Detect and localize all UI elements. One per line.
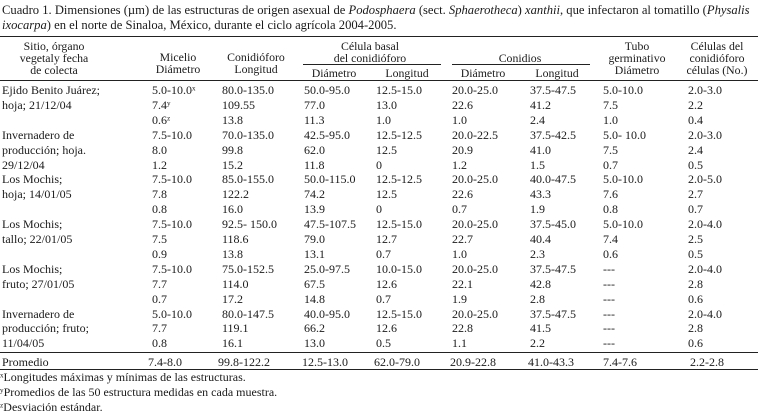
cell-cb-diametro: 67.5 — [304, 276, 325, 291]
cell-cb-longitud: 12.5-15.0 — [376, 306, 422, 321]
cell-sitio: tallo; 22/01/05 — [2, 232, 73, 246]
promedio-conidioforo: 99.8-122.2 — [218, 355, 270, 369]
header-cb-diametro: Diámetro — [311, 66, 357, 80]
cell-tubo: --- — [603, 321, 615, 336]
cell-micelio: 7.8 — [152, 187, 167, 202]
cell-micelio: 7.7 — [152, 276, 167, 291]
cell-sitio: hoja; 21/12/04 — [2, 97, 72, 112]
cell-cb-longitud: 0.7 — [376, 246, 391, 261]
cell-con-diametro: 20.0-25.0 — [452, 217, 498, 232]
cell-con-longitud: 42.8 — [530, 276, 551, 291]
cell-celulas: 2.0-4.0 — [688, 217, 722, 232]
cell-cb-diametro: 42.5-95.0 — [304, 127, 350, 142]
cell-celulas: 2.2 — [688, 97, 703, 112]
cell-tubo: 5.0-10.0 — [603, 172, 643, 187]
caption-post: ) en el norte de Sinaloa, México, durante el ciclo agrícola 2004-2005. — [46, 18, 397, 32]
cell-tubo: --- — [603, 306, 615, 321]
header-conidioforo-line2: Longitud — [234, 62, 278, 76]
cell-micelio: 0.8 — [152, 336, 167, 351]
cell-conidioforo: 92.5- 150.0 — [222, 217, 277, 232]
promedio-tubo: 7.4-7.6 — [603, 355, 637, 369]
header-conidioforo-line1: Conidióforo — [227, 50, 285, 64]
cell-conidioforo: 109.55 — [222, 97, 255, 112]
promedio-top-rule — [0, 352, 758, 353]
header-sitio-line2: vegetaly fecha — [19, 51, 89, 65]
cell-cb-longitud: 12.5 — [376, 142, 397, 157]
cell-celulas: 2.4 — [688, 142, 703, 157]
cell-con-diametro: 20.0-25.0 — [452, 83, 498, 97]
cell-con-diametro: 1.2 — [452, 157, 467, 172]
cell-micelio: 7.5-10.0 — [152, 261, 192, 276]
cell-micelio: 7.5-10.0 — [152, 127, 192, 142]
cell-con-diametro: 1.1 — [452, 336, 467, 351]
cell-con-longitud: 41.5 — [530, 321, 551, 336]
footnote-z: ᶻDesviación estándar. — [0, 400, 103, 414]
cell-cb-diametro: 74.2 — [304, 187, 325, 202]
cell-con-longitud: 2.8 — [530, 291, 545, 306]
cell-micelio: 0.9 — [152, 246, 167, 261]
caption-host: Physalis ixocarpa — [2, 3, 750, 32]
promedio-cb-longitud: 62.0-79.0 — [374, 355, 420, 369]
promedio-con-diametro: 20.9-22.8 — [450, 355, 496, 369]
cell-con-diametro: 20.0-22.5 — [452, 127, 498, 142]
cell-con-longitud: 2.4 — [530, 112, 545, 127]
header-tubo — [595, 40, 679, 76]
cell-conidioforo: 13.8 — [222, 246, 243, 261]
cell-sitio: fruto; 27/01/05 — [2, 276, 75, 291]
cell-sitio: Los Mochis; — [2, 261, 63, 276]
cell-tubo: 5.0-10.0 — [603, 217, 643, 232]
cell-cb-longitud: 12.5 — [376, 187, 397, 202]
cell-cb-longitud: 0.7 — [376, 291, 391, 306]
cell-con-diametro: 1.0 — [452, 246, 467, 261]
cell-celulas: 2.0-5.0 — [688, 172, 722, 187]
cell-celulas: 0.5 — [688, 246, 703, 261]
cell-cb-longitud: 1.0 — [376, 112, 391, 127]
cell-con-diametro: 20.0-25.0 — [452, 261, 498, 276]
cell-micelio: 5.0-10.0ˣ — [152, 83, 196, 97]
caption-section: Sphaerotheca — [448, 3, 518, 17]
cell-tubo: 7.6 — [603, 187, 618, 202]
cell-celulas: 2.0-3.0 — [688, 127, 722, 142]
header-cb-longitud: Longitud — [385, 66, 429, 80]
cell-tubo: --- — [603, 261, 615, 276]
cell-con-longitud: 41.0 — [530, 142, 551, 157]
cell-cb-diametro: 25.0-97.5 — [304, 261, 350, 276]
cell-tubo: 5.0-10.0 — [603, 83, 643, 97]
cell-conidioforo: 119.1 — [222, 321, 249, 336]
conidios-spanner-rule — [452, 64, 590, 65]
cell-conidioforo: 114.0 — [222, 276, 249, 291]
cell-celulas: 0.7 — [688, 202, 703, 217]
cell-con-diametro: 0.7 — [452, 202, 467, 217]
cell-cb-diametro: 13.1 — [304, 246, 325, 261]
header-micelio-line2: Diámetro — [155, 62, 201, 76]
cell-cb-longitud: 0 — [376, 157, 382, 172]
cell-con-longitud: 37.5-47.5 — [530, 83, 576, 97]
cell-tubo: --- — [603, 291, 615, 306]
header-conidios: Conidios — [498, 51, 542, 65]
cell-con-diametro: 22.6 — [452, 187, 473, 202]
caption-mid3: , que infectaron al tomatillo ( — [560, 3, 707, 17]
cell-con-diametro: 22.1 — [452, 276, 473, 291]
cell-con-diametro: 1.0 — [452, 112, 467, 127]
header-micelio-line1: Micelio — [159, 50, 197, 64]
cell-con-longitud: 43.3 — [530, 187, 551, 202]
table-top-rule — [0, 36, 758, 37]
header-sitio-line3: de colecta — [30, 63, 78, 77]
header-sitio — [0, 40, 108, 76]
cell-celulas: 2.8 — [688, 276, 703, 291]
cell-conidioforo: 75.0-152.5 — [222, 261, 274, 276]
cell-cb-diametro: 50.0-95.0 — [304, 83, 350, 97]
cell-tubo: 0.8 — [603, 202, 618, 217]
cell-celulas: 0.4 — [688, 112, 703, 127]
header-tubo-line3: Diámetro — [614, 63, 660, 77]
promedio-celulas: 2.2-2.8 — [690, 355, 724, 369]
header-tubo-line2: germinativo — [608, 51, 666, 65]
cell-cb-diametro: 50.0-115.0 — [304, 172, 356, 187]
header-celula-basal — [300, 40, 440, 64]
cell-cb-longitud: 12.7 — [376, 232, 397, 246]
cell-cb-longitud: 12.5-12.5 — [376, 172, 422, 187]
cell-cb-longitud: 13.0 — [376, 97, 397, 112]
cell-conidioforo: 122.2 — [222, 187, 249, 202]
header-celulas-line3: células (No.) — [686, 63, 748, 77]
cell-conidioforo: 118.6 — [222, 232, 249, 246]
cell-cb-diametro: 47.5-107.5 — [304, 217, 356, 232]
cell-celulas: 2.8 — [688, 321, 703, 336]
cell-micelio: 7.5-10.0 — [152, 217, 192, 232]
cell-cb-diametro: 13.0 — [304, 336, 325, 351]
header-conidioforo — [216, 51, 296, 75]
cell-celulas: 2.0-4.0 — [688, 261, 722, 276]
cell-con-diametro: 22.8 — [452, 321, 473, 336]
cell-conidioforo: 17.2 — [222, 291, 243, 306]
cell-cb-diametro: 66.2 — [304, 321, 325, 336]
cell-micelio: 0.8 — [152, 202, 167, 217]
header-bottom-rule — [0, 80, 758, 81]
cell-con-longitud: 41.2 — [530, 97, 551, 112]
cell-sitio: Los Mochis; — [2, 217, 63, 232]
cell-micelio: 7.5 — [152, 232, 167, 246]
table-caption — [2, 3, 754, 33]
cell-conidioforo: 15.2 — [222, 157, 243, 172]
cell-con-diametro: 1.9 — [452, 291, 467, 306]
cell-conidioforo: 99.8 — [222, 142, 243, 157]
cell-cb-longitud: 0.5 — [376, 336, 391, 351]
caption-species: xanthii — [525, 3, 560, 17]
cell-con-longitud: 37.5-47.5 — [530, 261, 576, 276]
cell-micelio: 0.6ᶻ — [152, 112, 171, 127]
header-con-longitud: Longitud — [535, 66, 579, 80]
cell-cb-longitud: 12.6 — [376, 321, 397, 336]
promedio-label: Promedio — [2, 355, 49, 369]
cell-tubo: 7.5 — [603, 97, 618, 112]
cell-tubo: 7.4 — [603, 232, 618, 246]
cell-tubo: 1.0 — [603, 112, 618, 127]
cell-cb-longitud: 12.5-12.5 — [376, 127, 422, 142]
header-celulas — [676, 40, 758, 76]
header-celulas-line1: Células del — [690, 39, 744, 53]
cell-sitio: Invernadero de — [2, 127, 75, 142]
caption-genus: Podosphaera — [348, 3, 416, 17]
cell-celulas: 0.6 — [688, 336, 703, 351]
cell-conidioforo: 13.8 — [222, 112, 243, 127]
header-celulas-line2: conidióforo — [689, 51, 745, 65]
cell-sitio: hoja; 14/01/05 — [2, 187, 72, 202]
cell-cb-diametro: 77.0 — [304, 97, 325, 112]
cell-micelio: 0.7 — [152, 291, 167, 306]
cell-micelio: 1.2 — [152, 157, 167, 172]
cell-cb-diametro: 62.0 — [304, 142, 325, 157]
cell-micelio: 7.4ʸ — [152, 97, 171, 112]
header-celula-basal-line1: Célula basal — [341, 39, 399, 53]
cell-con-longitud: 2.2 — [530, 336, 545, 351]
cell-tubo: 7.5 — [603, 142, 618, 157]
cell-sitio: Ejido Benito Juárez; — [2, 83, 100, 97]
promedio-con-longitud: 41.0-43.3 — [528, 355, 574, 369]
cell-sitio: producción; fruto; — [2, 321, 89, 336]
cell-sitio: 11/04/05 — [2, 336, 45, 351]
cell-con-longitud: 2.3 — [530, 246, 545, 261]
cell-celulas: 0.6 — [688, 291, 703, 306]
cell-cb-diametro: 13.9 — [304, 202, 325, 217]
cell-micelio: 7.5-10.0 — [152, 172, 192, 187]
cell-con-longitud: 37.5-47.5 — [530, 306, 576, 321]
cell-con-diametro: 20.0-25.0 — [452, 306, 498, 321]
caption-pre: Cuadro 1. Dimensiones (µm) de las estructuras de origen asexual de — [2, 3, 349, 17]
cell-celulas: 2.0-4.0 — [688, 306, 722, 321]
cell-con-longitud: 40.4 — [530, 232, 551, 246]
cell-conidioforo: 16.0 — [222, 202, 243, 217]
cell-con-longitud: 37.5-42.5 — [530, 127, 576, 142]
cell-micelio: 5.0-10.0 — [152, 306, 192, 321]
cell-tubo: 0.6 — [603, 246, 618, 261]
caption-mid2: ) — [517, 3, 526, 17]
cell-cb-diametro: 40.0-95.0 — [304, 306, 350, 321]
cell-con-diametro: 20.0-25.0 — [452, 172, 498, 187]
cell-cb-diametro: 11.8 — [304, 157, 325, 172]
cell-sitio: Invernadero de — [2, 306, 75, 321]
cell-tubo: 0.7 — [603, 157, 618, 172]
cell-sitio: Los Mochis; — [2, 172, 63, 187]
cell-tubo: --- — [603, 336, 615, 351]
promedio-cb-diametro: 12.5-13.0 — [302, 355, 348, 369]
cell-con-longitud: 1.9 — [530, 202, 545, 217]
cell-con-diametro: 22.6 — [452, 97, 473, 112]
cell-con-longitud: 40.0-47.5 — [530, 172, 576, 187]
cell-cb-longitud: 10.0-15.0 — [376, 261, 422, 276]
cell-conidioforo: 16.1 — [222, 336, 243, 351]
cell-con-diametro: 22.7 — [452, 232, 473, 246]
header-tubo-line1: Tubo — [624, 39, 650, 53]
cell-conidioforo: 70.0-135.0 — [222, 127, 274, 142]
cell-conidioforo: 80.0-135.0 — [222, 83, 274, 97]
cell-conidioforo: 80.0-147.5 — [222, 306, 274, 321]
celula-basal-spanner-rule — [303, 64, 441, 65]
cell-con-longitud: 1.5 — [530, 157, 545, 172]
promedio-micelio: 7.4-8.0 — [148, 355, 182, 369]
cell-cb-longitud: 12.5-15.0 — [376, 83, 422, 97]
cell-micelio: 7.7 — [152, 321, 167, 336]
cell-celulas: 2.0-3.0 — [688, 83, 722, 97]
cell-celulas: 2.5 — [688, 232, 703, 246]
footnote-x: ˣLongitudes máximas y mínimas de las estructuras. — [0, 370, 246, 384]
cell-tubo: 5.0- 10.0 — [603, 127, 646, 142]
cell-sitio: 29/12/04 — [2, 157, 45, 172]
cell-cb-diametro: 14.8 — [304, 291, 325, 306]
cell-cb-longitud: 0 — [376, 202, 382, 217]
cell-cb-diametro: 79.0 — [304, 232, 325, 246]
cell-micelio: 8.0 — [152, 142, 167, 157]
cell-con-diametro: 20.9 — [452, 142, 473, 157]
cell-sitio: producción; hoja. — [2, 142, 86, 157]
cell-celulas: 0.5 — [688, 157, 703, 172]
header-sitio-line1: Sitio, órgano — [23, 39, 85, 53]
cell-tubo: --- — [603, 276, 615, 291]
cell-celulas: 2.7 — [688, 187, 703, 202]
footnote-y: ʸPromedios de las 50 estructura medidas en cada muestra. — [0, 385, 278, 399]
cell-cb-longitud: 12.5-15.0 — [376, 217, 422, 232]
caption-mid1: (sect. — [415, 3, 449, 17]
cell-conidioforo: 85.0-155.0 — [222, 172, 274, 187]
cell-cb-diametro: 11.3 — [304, 112, 325, 127]
header-micelio — [148, 51, 208, 75]
header-con-diametro: Diámetro — [460, 66, 506, 80]
cell-cb-longitud: 12.6 — [376, 276, 397, 291]
cell-con-longitud: 37.5-45.0 — [530, 217, 576, 232]
header-celula-basal-line2: del conidióforo — [333, 51, 407, 65]
